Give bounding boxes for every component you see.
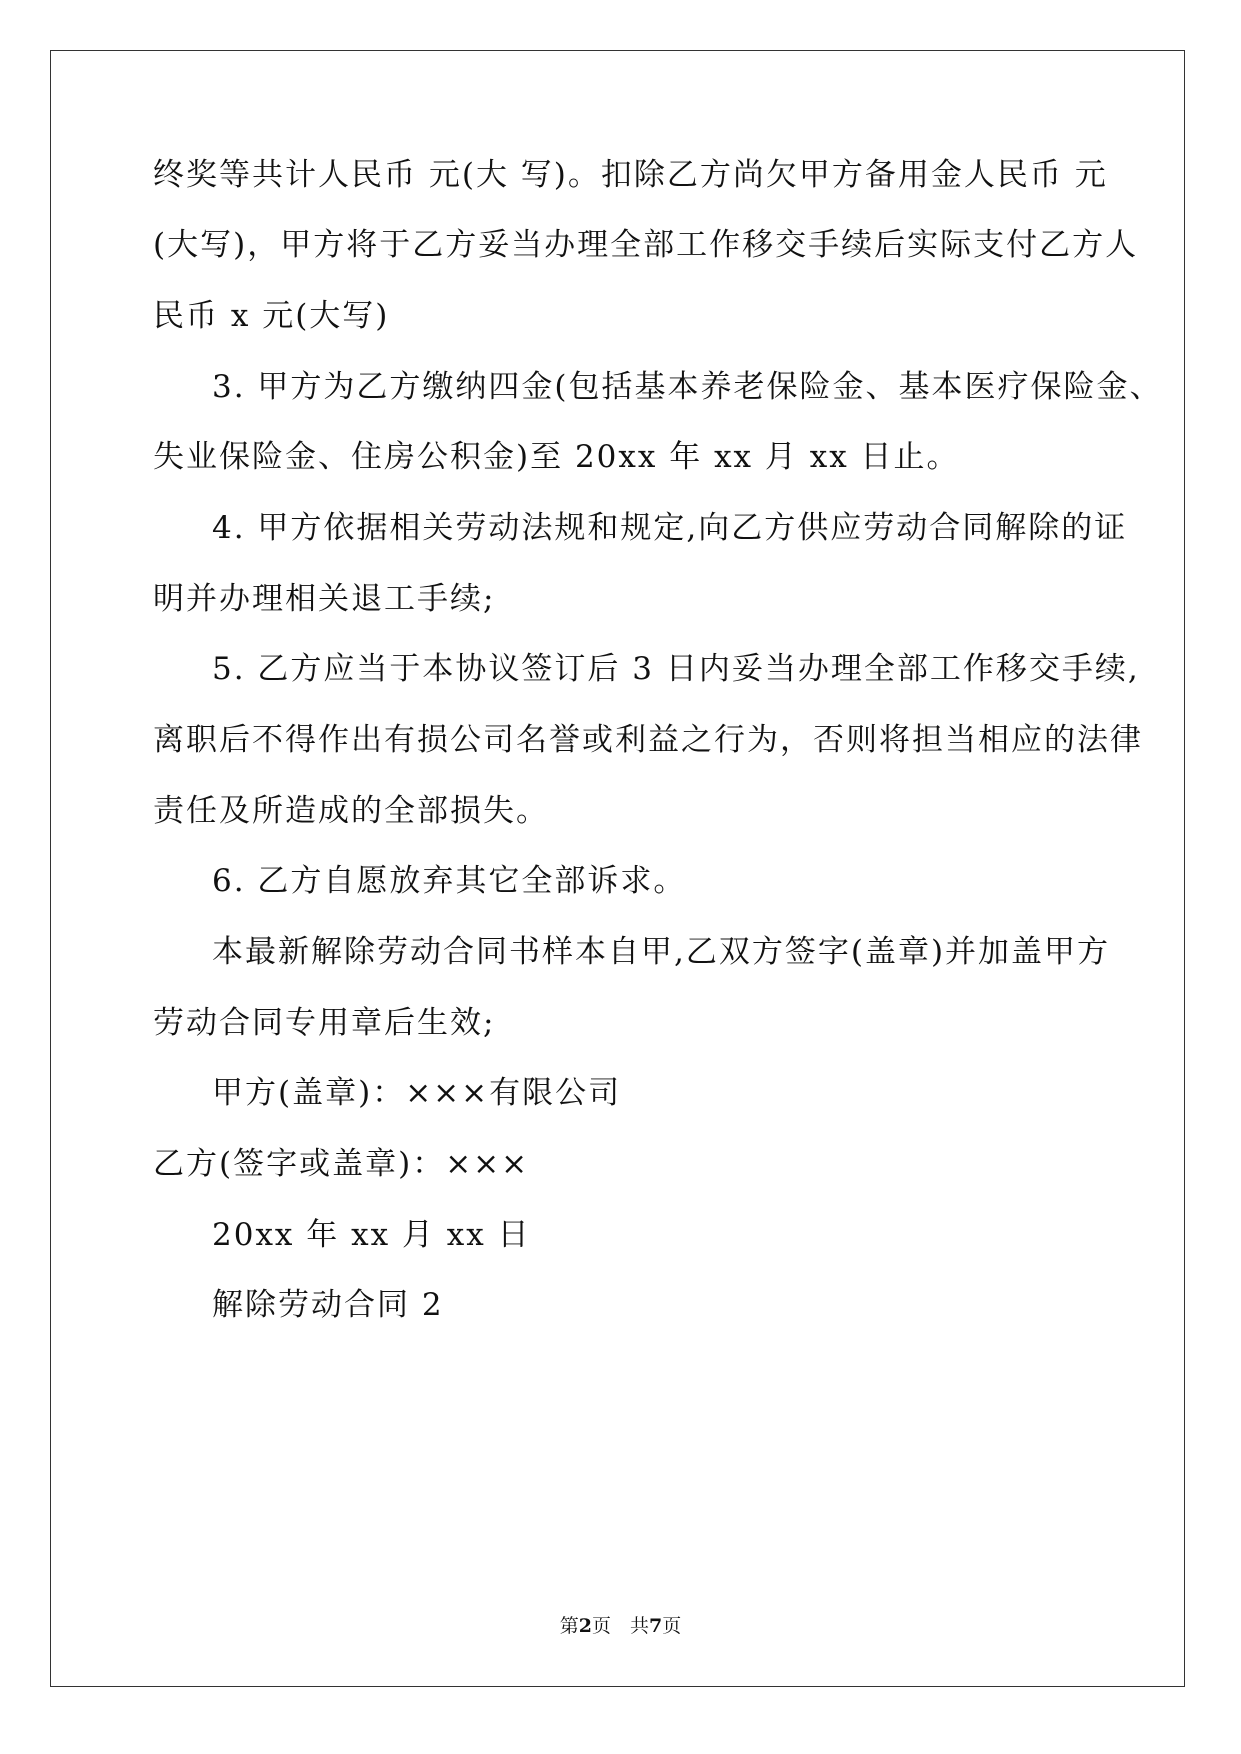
clause-3-line: 3. 甲方为乙方缴纳四金(包括基本养老保险金、基本医疗保险金、 [212, 369, 1163, 405]
current-page-number: 2 [578, 1615, 592, 1637]
party-a-signature-line: 甲方(盖章)：×××有限公司 [212, 1075, 622, 1111]
paragraph-line: 终奖等共计人民币 元(大 写)。扣除乙方尚欠甲方备用金人民币 元 [153, 157, 1108, 193]
clause-5-line: 5. 乙方应当于本协议签订后 3 日内妥当办理全部工作移交手续, [212, 651, 1140, 687]
effective-clause-line: 本最新解除劳动合同书样本自甲,乙双方签字(盖章)并加盖甲方 [212, 934, 1111, 970]
total-page-number: 7 [649, 1615, 663, 1637]
clause-3-line: 失业保险金、住房公积金)至 20xx 年 xx 月 xx 日止。 [153, 439, 960, 475]
clause-4-line: 4. 甲方依据相关劳动法规和规定,向乙方供应劳动合同解除的证 [212, 510, 1128, 546]
date-line: 20xx 年 xx 月 xx 日 [212, 1217, 531, 1253]
paragraph-line: 民币 x 元(大写) [153, 298, 390, 334]
page-number-footer [0, 1614, 1241, 1638]
effective-clause-line: 劳动合同专用章后生效; [153, 1005, 496, 1041]
clause-4-line: 明并办理相关退工手续; [153, 581, 496, 617]
section-heading: 解除劳动合同 2 [212, 1287, 444, 1323]
paragraph-line: (大写)，甲方将于乙方妥当办理全部工作移交手续后实际支付乙方人 [153, 227, 1139, 263]
page-suffix: 页 [662, 1615, 682, 1637]
page-mid-text: 页 共 [591, 1615, 649, 1637]
page-prefix: 第 [559, 1615, 579, 1637]
clause-5-line: 责任及所造成的全部损失。 [153, 793, 549, 829]
clause-6-line: 6. 乙方自愿放弃其它全部诉求。 [212, 863, 687, 899]
clause-5-line: 离职后不得作出有损公司名誉或利益之行为，否则将担当相应的法律 [153, 722, 1143, 758]
party-b-signature-line: 乙方(签字或盖章)：××× [153, 1146, 530, 1182]
